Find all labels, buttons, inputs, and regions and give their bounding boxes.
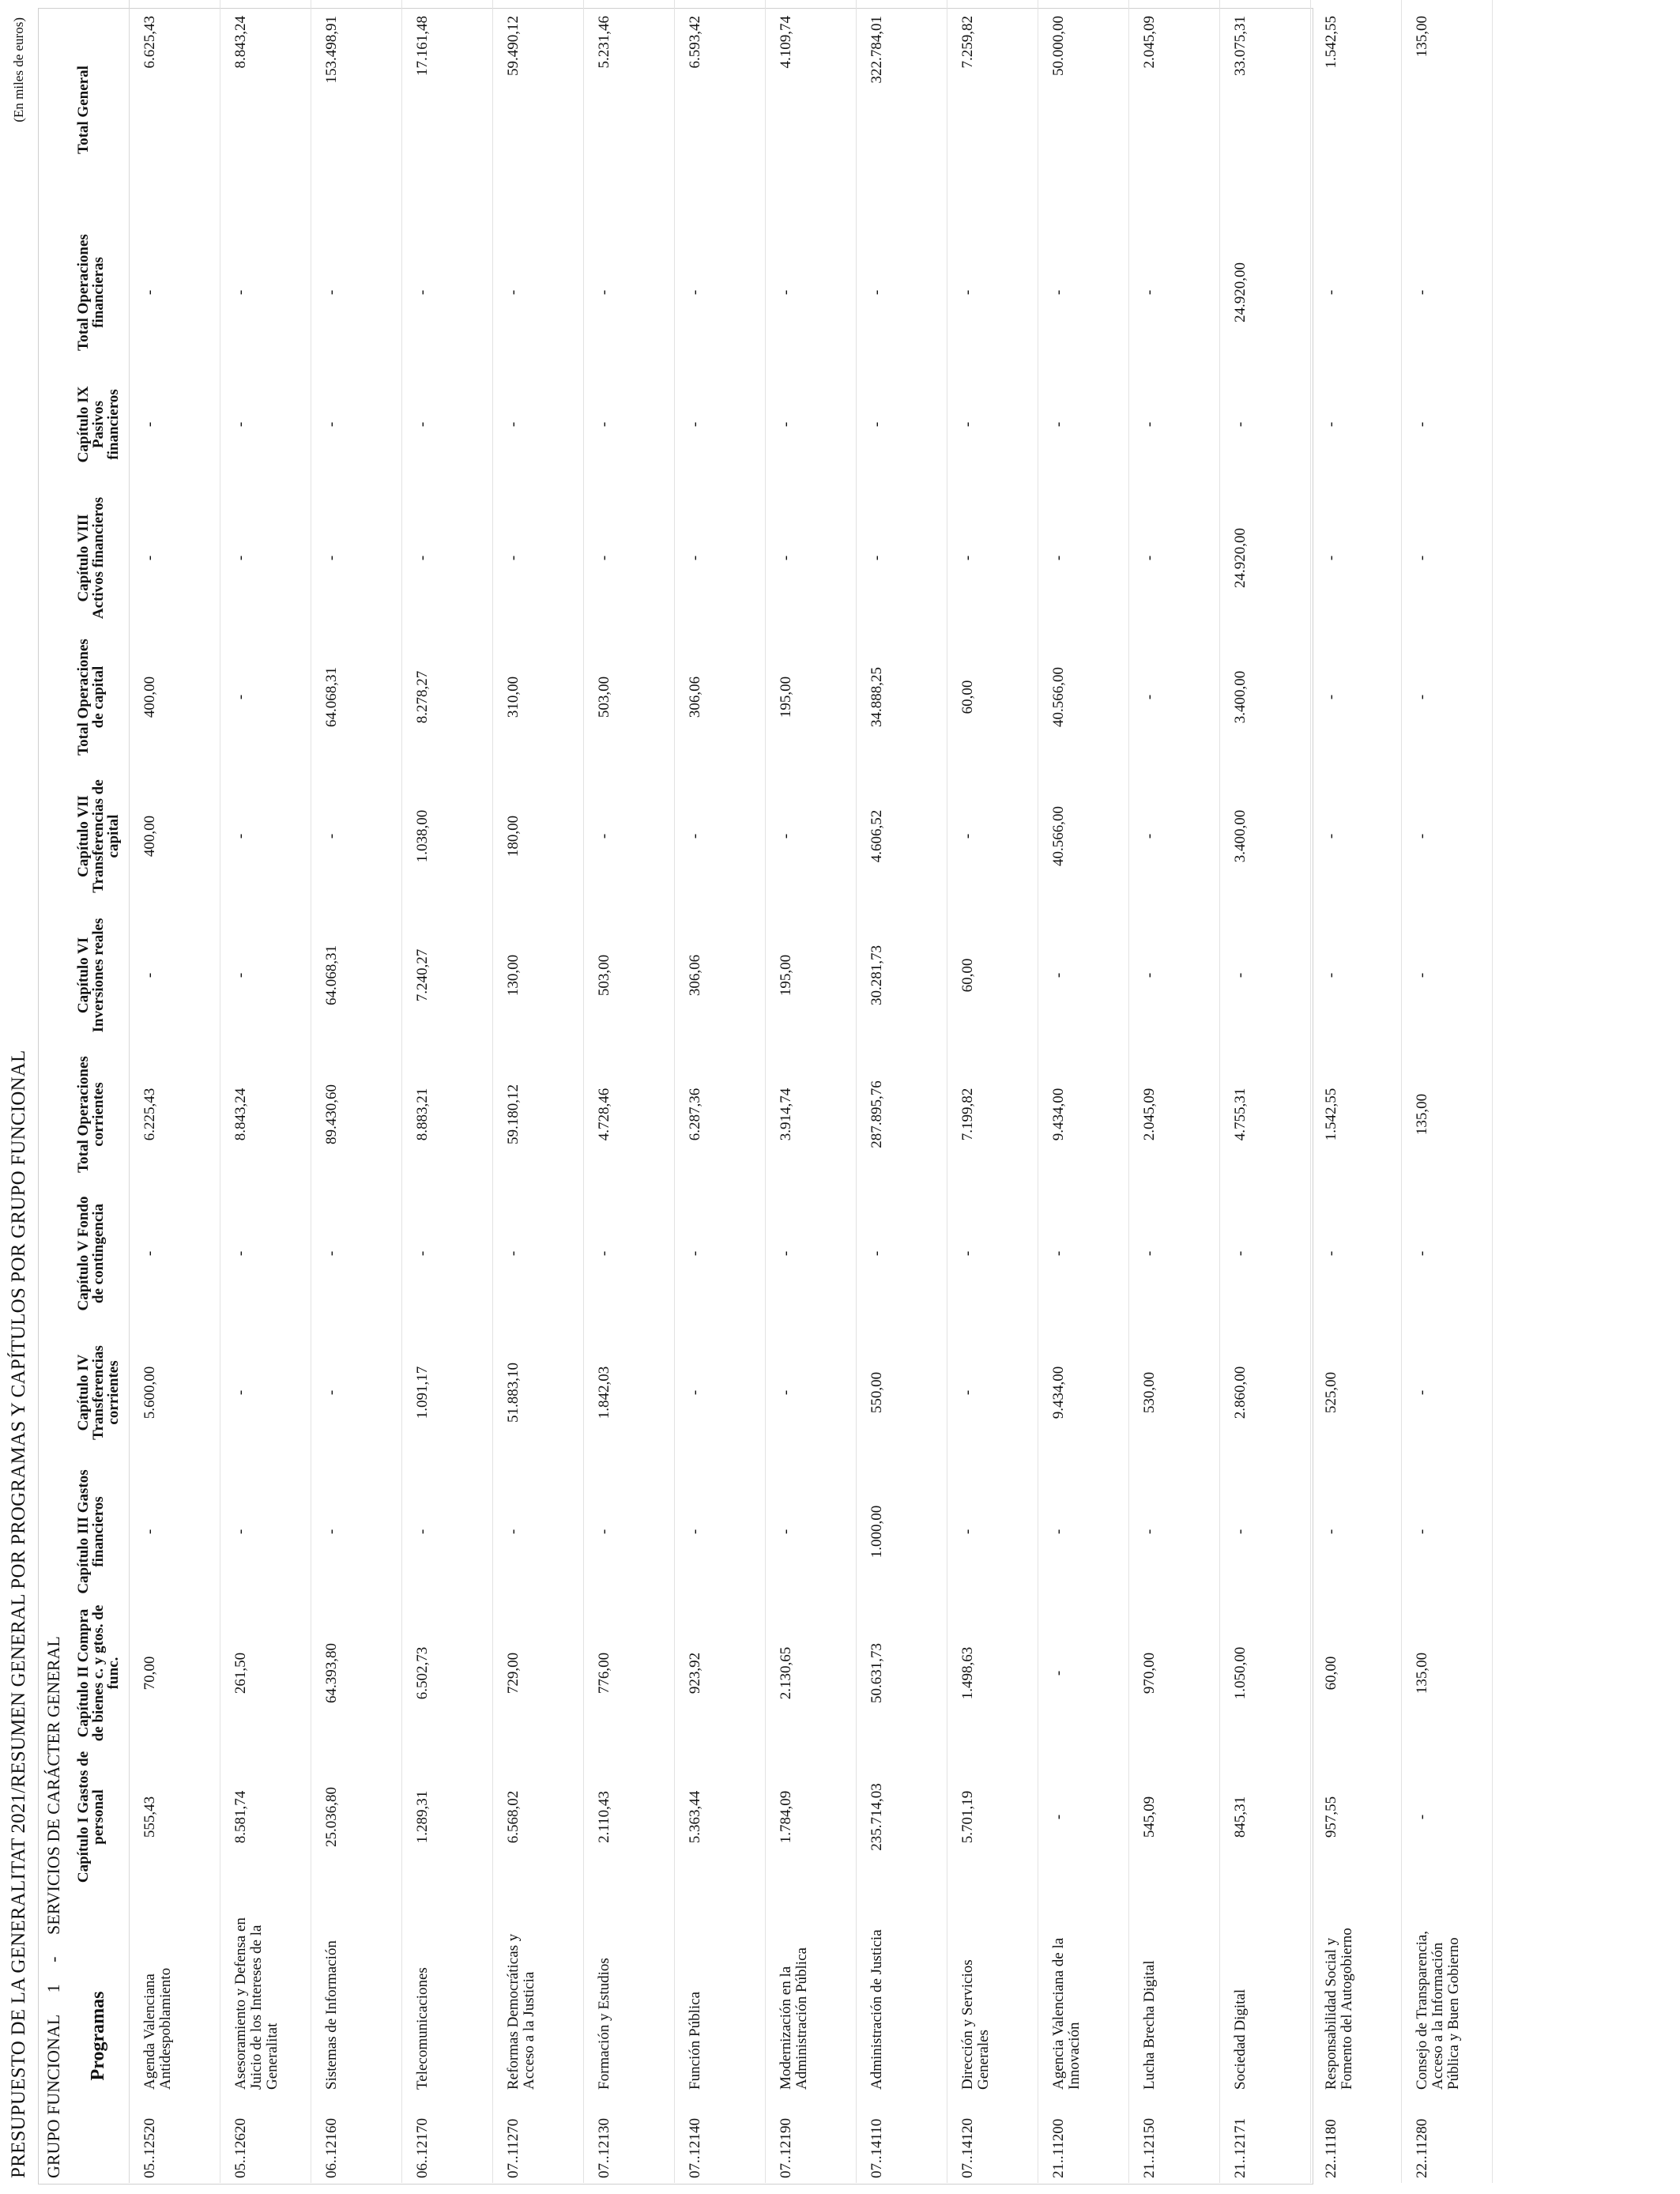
value-cell: - [584, 224, 675, 360]
value-cell: 1.000,00 [857, 1462, 947, 1601]
value-cell: - [1220, 1462, 1311, 1601]
value-cell: - [493, 488, 584, 628]
value-cell: - [584, 360, 675, 488]
value-cell: 59.180,12 [493, 1045, 584, 1184]
value-cell: - [766, 1462, 857, 1601]
program-name: Función Pública [687, 1991, 703, 2090]
value-cell: - [1402, 1745, 1493, 1889]
value-cell: 135,00 [1402, 1601, 1493, 1745]
value-cell: - [947, 360, 1038, 488]
value-cell: - [584, 767, 675, 906]
program-cell [130, 1889, 220, 2183]
value-cell: 235.714,03 [857, 1745, 947, 1889]
value-cell: 24.920,00 [1220, 488, 1311, 628]
units-note: (En miles de euros) [11, 17, 26, 123]
value-cell: - [1311, 767, 1402, 906]
program-code: 07..11270 [505, 2118, 522, 2178]
table-header-row [70, 0, 130, 2183]
value-cell: 4.606,52 [857, 767, 947, 906]
value-cell: 8.843,24 [220, 1045, 311, 1184]
value-cell: - [402, 1462, 493, 1601]
program-name: Lucha Brecha Digital [1141, 1960, 1158, 2090]
value-cell: - [130, 360, 220, 488]
table-row [1220, 0, 1311, 2183]
value-cell: - [402, 360, 493, 488]
value-cell: - [1311, 906, 1402, 1045]
value-cell: - [311, 1462, 402, 1601]
program-cell [1038, 1889, 1129, 2183]
program-name: Agenda Valenciana Antidespoblamiento [141, 1967, 174, 2090]
value-cell: 550,00 [857, 1323, 947, 1462]
program-name: Modernización en la Administración Pública [778, 1947, 810, 2090]
value-cell: 400,00 [130, 767, 220, 906]
value-cell: - [1402, 1462, 1493, 1601]
value-cell: - [1038, 360, 1129, 488]
value-cell: 4.109,74 [766, 0, 857, 224]
value-cell: - [1402, 360, 1493, 488]
table-row [1129, 0, 1220, 2183]
value-cell: - [1038, 1184, 1129, 1323]
program-name: Dirección y Servicios Generales [959, 1959, 992, 2090]
value-cell: - [311, 488, 402, 628]
group-number: 1 [43, 1984, 63, 1993]
program-cell [1220, 1889, 1311, 2183]
table-row [220, 0, 311, 2183]
program-code: 07..14120 [959, 2118, 976, 2178]
value-cell: - [1129, 767, 1220, 906]
value-cell: - [766, 224, 857, 360]
value-cell: - [130, 488, 220, 628]
value-cell: 776,00 [584, 1601, 675, 1745]
value-cell: 70,00 [130, 1601, 220, 1745]
value-cell: - [1311, 488, 1402, 628]
value-cell: - [857, 360, 947, 488]
value-cell: - [220, 360, 311, 488]
value-cell: - [1402, 1323, 1493, 1462]
group-header [43, 1619, 64, 2178]
value-cell: - [220, 628, 311, 767]
table-row [1402, 0, 1493, 2183]
value-cell: - [1038, 488, 1129, 628]
value-cell: 3.400,00 [1220, 628, 1311, 767]
col-header-cap8: Capítulo VIII Activos financieros [70, 488, 130, 628]
value-cell: - [675, 488, 766, 628]
value-cell: 33.075,31 [1220, 0, 1311, 224]
value-cell: 6.593,42 [675, 0, 766, 224]
program-name: Agencia Valenciana de la Innovación [1050, 1937, 1083, 2090]
value-cell: 7.199,82 [947, 1045, 1038, 1184]
value-cell: - [1311, 360, 1402, 488]
program-cell [675, 1889, 766, 2183]
table-row [130, 0, 220, 2183]
program-name: Administración de Justicia [868, 1929, 885, 2090]
value-cell: 3.400,00 [1220, 767, 1311, 906]
value-cell: - [1129, 360, 1220, 488]
program-cell [1311, 1889, 1402, 2183]
value-cell: 30.281,73 [857, 906, 947, 1045]
value-cell: 6.502,73 [402, 1601, 493, 1745]
table-row [675, 0, 766, 2183]
value-cell: - [220, 906, 311, 1045]
program-code: 21..11200 [1050, 2118, 1067, 2178]
value-cell: 135,00 [1402, 0, 1493, 224]
value-cell: - [1220, 360, 1311, 488]
value-cell: 8.843,24 [220, 0, 311, 224]
value-cell: - [675, 1323, 766, 1462]
value-cell: - [1129, 628, 1220, 767]
value-cell: 8.581,74 [220, 1745, 311, 1889]
program-cell [947, 1889, 1038, 2183]
value-cell: - [675, 1184, 766, 1323]
value-cell: 153.498,91 [311, 0, 402, 224]
value-cell: - [1038, 906, 1129, 1045]
value-cell: 1.289,31 [402, 1745, 493, 1889]
col-header-cap1: Capítulo I Gastos de personal [70, 1745, 130, 1889]
value-cell: - [766, 488, 857, 628]
col-header-cap9: Capítulo IX Pasivos financieros [70, 360, 130, 488]
value-cell: 261,50 [220, 1601, 311, 1745]
program-name: Sistemas de Información [323, 1940, 340, 2090]
program-cell [1129, 1889, 1220, 2183]
program-code: 22..11180 [1323, 2119, 1339, 2178]
table-row [584, 0, 675, 2183]
value-cell: - [1402, 488, 1493, 628]
value-cell: - [493, 1184, 584, 1323]
value-cell: - [311, 224, 402, 360]
group-dash: - [43, 1956, 63, 1962]
budget-table [70, 0, 1493, 2183]
group-name: SERVICIOS DE CARÁCTER GENERAL [43, 1636, 63, 1935]
program-name: Formación y Estudios [596, 1958, 612, 2090]
value-cell: 4.728,46 [584, 1045, 675, 1184]
program-code: 21..12150 [1141, 2118, 1158, 2178]
value-cell: 8.278,27 [402, 628, 493, 767]
value-cell: 1.784,09 [766, 1745, 857, 1889]
value-cell: 60,00 [947, 628, 1038, 767]
value-cell: 6.625,43 [130, 0, 220, 224]
value-cell: 64.068,31 [311, 906, 402, 1045]
value-cell: - [220, 1323, 311, 1462]
program-cell [857, 1889, 947, 2183]
value-cell: - [1402, 1184, 1493, 1323]
value-cell: 545,09 [1129, 1745, 1220, 1889]
program-name: Sociedad Digital [1232, 1989, 1249, 2090]
program-name: Telecomunicaciones [414, 1967, 431, 2090]
value-cell: 59.490,12 [493, 0, 584, 224]
value-cell: 51.883,10 [493, 1323, 584, 1462]
value-cell: 845,31 [1220, 1745, 1311, 1889]
program-code: 07..12130 [596, 2118, 612, 2178]
value-cell: 5.600,00 [130, 1323, 220, 1462]
value-cell: - [947, 1462, 1038, 1601]
value-cell: - [1402, 628, 1493, 767]
value-cell: 64.068,31 [311, 628, 402, 767]
value-cell: - [857, 488, 947, 628]
value-cell: 34.888,25 [857, 628, 947, 767]
value-cell: - [947, 224, 1038, 360]
value-cell: - [584, 1462, 675, 1601]
value-cell: 1.842,03 [584, 1323, 675, 1462]
value-cell: - [675, 360, 766, 488]
page-title: PRESUPUESTO DE LA GENERALITAT 2021/RESUMEN GENERAL POR PROGRAMAS Y CAPÍTULOS POR GRUPO FUNCIONAL [8, 1050, 29, 2178]
program-code: 07..12190 [778, 2118, 794, 2178]
value-cell: 310,00 [493, 628, 584, 767]
program-code: 07..14110 [868, 2118, 885, 2178]
value-cell: - [1402, 767, 1493, 906]
value-cell: - [675, 224, 766, 360]
value-cell: - [1129, 488, 1220, 628]
value-cell: 400,00 [130, 628, 220, 767]
value-cell: - [1038, 1745, 1129, 1889]
value-cell: 2.130,65 [766, 1601, 857, 1745]
value-cell: 555,43 [130, 1745, 220, 1889]
value-cell: - [1129, 1462, 1220, 1601]
value-cell: - [1311, 1462, 1402, 1601]
value-cell: 306,06 [675, 628, 766, 767]
value-cell: - [1038, 1601, 1129, 1745]
table-row [1311, 0, 1402, 2183]
value-cell: - [947, 1184, 1038, 1323]
value-cell: 503,00 [584, 906, 675, 1045]
value-cell: - [220, 224, 311, 360]
value-cell: - [130, 1184, 220, 1323]
value-cell: - [311, 1323, 402, 1462]
value-cell: 8.883,21 [402, 1045, 493, 1184]
value-cell: 7.240,27 [402, 906, 493, 1045]
col-header-cap6: Capítulo VI Inversiones reales [70, 906, 130, 1045]
value-cell: 525,00 [1311, 1323, 1402, 1462]
value-cell: 50.631,73 [857, 1601, 947, 1745]
value-cell: - [1220, 1184, 1311, 1323]
value-cell: 2.045,09 [1129, 0, 1220, 224]
value-cell: - [1129, 906, 1220, 1045]
table-row [1038, 0, 1129, 2183]
value-cell: - [766, 360, 857, 488]
table-body [130, 0, 1493, 2183]
value-cell: 6.225,43 [130, 1045, 220, 1184]
value-cell: 287.895,76 [857, 1045, 947, 1184]
value-cell: 1.542,55 [1311, 1045, 1402, 1184]
value-cell: 60,00 [1311, 1601, 1402, 1745]
value-cell: 6.287,36 [675, 1045, 766, 1184]
value-cell: 130,00 [493, 906, 584, 1045]
col-header-cap7: Capítulo VII Transferencias de capital [70, 767, 130, 906]
value-cell: - [311, 1184, 402, 1323]
value-cell: - [493, 224, 584, 360]
value-cell: - [584, 1184, 675, 1323]
value-cell: - [1402, 906, 1493, 1045]
col-header-total-capital: Total Operaciones de capital [70, 628, 130, 767]
value-cell: 530,00 [1129, 1323, 1220, 1462]
program-cell [311, 1889, 402, 2183]
value-cell: 322.784,01 [857, 0, 947, 224]
value-cell: 64.393,80 [311, 1601, 402, 1745]
program-code: 22..11280 [1414, 2118, 1430, 2178]
value-cell: - [1402, 224, 1493, 360]
program-cell [766, 1889, 857, 2183]
col-header-cap2: Capítulo II Compra de bienes c. y gtos. de func. [70, 1601, 130, 1745]
value-cell: - [493, 360, 584, 488]
program-name: Reformas Democráticas y Acceso a la Justicia [505, 1933, 537, 2090]
table-row [857, 0, 947, 2183]
value-cell: 1.091,17 [402, 1323, 493, 1462]
program-code: 06..12170 [414, 2118, 431, 2178]
program-cell [402, 1889, 493, 2183]
value-cell: - [311, 767, 402, 906]
value-cell: - [947, 488, 1038, 628]
value-cell: 2.045,09 [1129, 1045, 1220, 1184]
value-cell: - [130, 1462, 220, 1601]
value-cell: - [766, 1323, 857, 1462]
value-cell: - [220, 488, 311, 628]
value-cell: - [493, 1462, 584, 1601]
value-cell: 9.434,00 [1038, 1323, 1129, 1462]
value-cell: 503,00 [584, 628, 675, 767]
value-cell: 1.542,55 [1311, 0, 1402, 224]
value-cell: - [766, 1184, 857, 1323]
col-header-total-corrientes: Total Operaciones corrientes [70, 1045, 130, 1184]
value-cell: 24.920,00 [1220, 224, 1311, 360]
value-cell: - [130, 906, 220, 1045]
value-cell: - [220, 1462, 311, 1601]
program-name: Asesoramiento y Defensa en Juicio de los Intereses de la Generalitat [232, 1917, 281, 2090]
program-code: 05..12520 [141, 2118, 158, 2178]
value-cell: 957,55 [1311, 1745, 1402, 1889]
value-cell: 50.000,00 [1038, 0, 1129, 224]
value-cell: - [1311, 1184, 1402, 1323]
value-cell: 306,06 [675, 906, 766, 1045]
value-cell: 2.860,00 [1220, 1323, 1311, 1462]
value-cell: 2.110,43 [584, 1745, 675, 1889]
col-header-programas: Programas [70, 1889, 130, 2183]
program-code: 05..12620 [232, 2118, 249, 2178]
table-row [766, 0, 857, 2183]
col-header-cap3: Capítulo III Gastos financieros [70, 1462, 130, 1601]
value-cell: 25.036,80 [311, 1745, 402, 1889]
value-cell: - [947, 1323, 1038, 1462]
value-cell: 89.430,60 [311, 1045, 402, 1184]
value-cell: - [220, 1184, 311, 1323]
col-header-total-general: Total General [70, 0, 130, 224]
value-cell: 40.566,00 [1038, 767, 1129, 906]
value-cell: - [584, 488, 675, 628]
value-cell: - [675, 1462, 766, 1601]
value-cell: 4.755,31 [1220, 1045, 1311, 1184]
col-header-cap4: Capítulo IV Transferencias corrientes [70, 1323, 130, 1462]
value-cell: - [1129, 1184, 1220, 1323]
value-cell: 180,00 [493, 767, 584, 906]
value-cell: 3.914,74 [766, 1045, 857, 1184]
value-cell: - [1038, 1462, 1129, 1601]
value-cell: 923,92 [675, 1601, 766, 1745]
program-name: Consejo de Transparencia, Acceso a la Información Pública y Buen Gobierno [1414, 1930, 1462, 2090]
value-cell: 195,00 [766, 906, 857, 1045]
value-cell: 17.161,48 [402, 0, 493, 224]
value-cell: 5.701,19 [947, 1745, 1038, 1889]
value-cell: 7.259,82 [947, 0, 1038, 224]
value-cell: 1.498,63 [947, 1601, 1038, 1745]
value-cell: 6.568,02 [493, 1745, 584, 1889]
table-row [493, 0, 584, 2183]
value-cell: 5.231,46 [584, 0, 675, 224]
col-header-total-financieras: Total Operaciones financieras [70, 224, 130, 360]
value-cell: - [947, 767, 1038, 906]
value-cell: - [766, 767, 857, 906]
table-row [947, 0, 1038, 2183]
value-cell: - [1311, 224, 1402, 360]
value-cell: 195,00 [766, 628, 857, 767]
value-cell: - [402, 224, 493, 360]
value-cell: 970,00 [1129, 1601, 1220, 1745]
value-cell: - [1038, 224, 1129, 360]
program-cell [584, 1889, 675, 2183]
value-cell: 5.363,44 [675, 1745, 766, 1889]
program-cell [493, 1889, 584, 2183]
col-header-cap5: Capítulo V Fondo de contingencia [70, 1184, 130, 1323]
value-cell: - [1129, 224, 1220, 360]
value-cell: - [857, 224, 947, 360]
value-cell: - [402, 1184, 493, 1323]
value-cell: - [1220, 906, 1311, 1045]
value-cell: 9.434,00 [1038, 1045, 1129, 1184]
program-cell [1402, 1889, 1493, 2183]
program-code: 07..12140 [687, 2118, 703, 2178]
value-cell: 40.566,00 [1038, 628, 1129, 767]
value-cell: - [220, 767, 311, 906]
value-cell: 1.050,00 [1220, 1601, 1311, 1745]
value-cell: - [857, 1184, 947, 1323]
value-cell: - [1311, 628, 1402, 767]
program-code: 06..12160 [323, 2118, 340, 2178]
program-name: Responsabilidad Social y Fomento del Autogobierno [1323, 1928, 1355, 2090]
program-code: 21..12171 [1232, 2118, 1249, 2178]
table-row [402, 0, 493, 2183]
value-cell: - [402, 488, 493, 628]
value-cell: 135,00 [1402, 1045, 1493, 1184]
value-cell: - [130, 224, 220, 360]
value-cell: 729,00 [493, 1601, 584, 1745]
table-row [311, 0, 402, 2183]
value-cell: - [675, 767, 766, 906]
value-cell: 1.038,00 [402, 767, 493, 906]
value-cell: - [311, 360, 402, 488]
group-label: GRUPO FUNCIONAL [43, 2014, 63, 2178]
program-cell [220, 1889, 311, 2183]
value-cell: 60,00 [947, 906, 1038, 1045]
